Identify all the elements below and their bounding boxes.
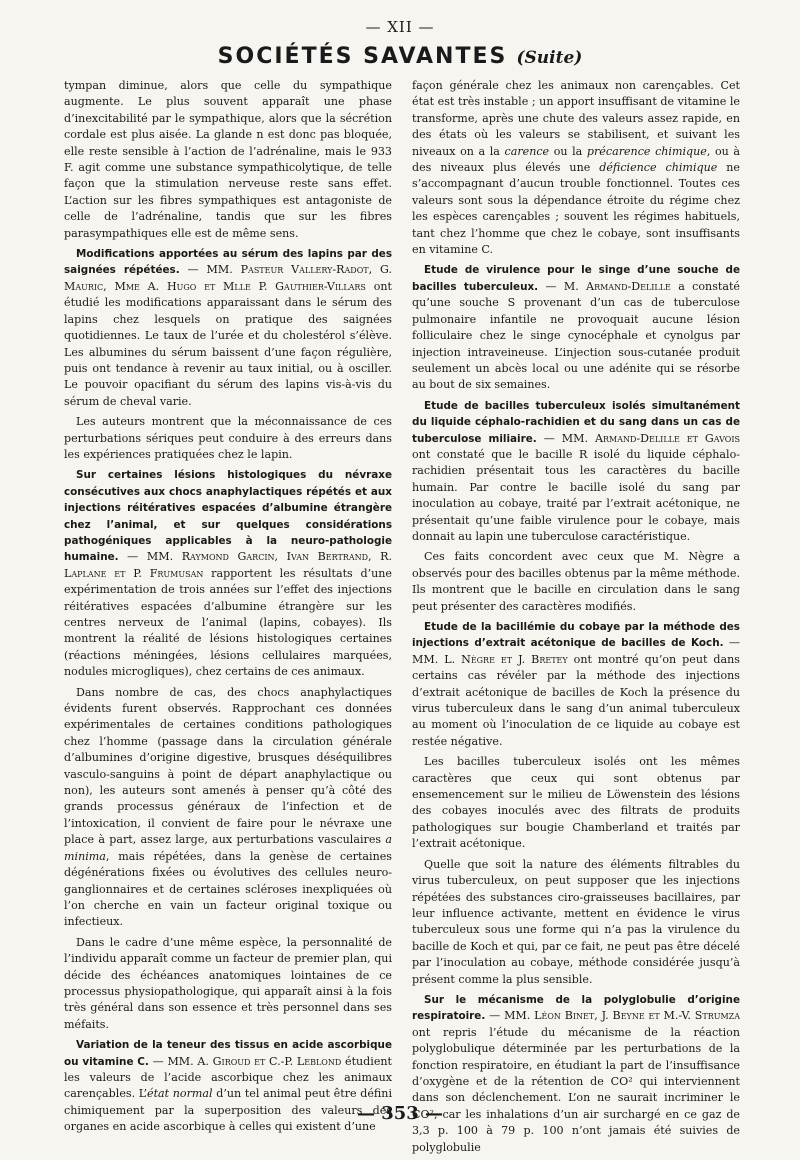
- page-number: — 353 —: [356, 1103, 444, 1124]
- section-bacilles-cephalo-rachidien: Etude de bacilles tuberculeux isolés simultanément du liquide céphalo-rachidien et du sang dans un cas de tuberculose miliaire. — MM. Armand-Delille et Gavois ont constaté que le bacille R isolé du liquide céphalo-rachidien présentait tous les caractères du bacille humain. Par contre le bacille isolé du sang par inoculation au cobaye, traité par l’extrait acétonique, ne présentait qu’une faible virulence pour le cobaye, mais donnait au lapin une tuberculose caractéristique.: [412, 399, 740, 543]
- emphasis: déficience chimique: [599, 161, 718, 175]
- section-lesions-nevraxe: Sur certaines lésions histologiques du névraxe consécutives aux chocs anaphylactiques répétés et aux injections réitératives espacées d’albumine étrangère chez l’animal, et sur quelques considérations pathogéniques applicables à la neuro-pathologie humaine. — MM. Raymond Garcin, Ivan Bertrand, R. Laplane et P. Frumusan rapportent les résultats d’une expérimentation de trois années sur l’effet des injections réitératives espacées d’albumine étrangère sur les centres nerveux de l’animal (lapins, cobayes). Ils montrent la réalité de lésions histologiques certaines (réactions méningées, lésions cellulaires marquées, nodules microgliques), chez certains de ces animaux.: [64, 469, 393, 679]
- running-head: — XII —: [365, 18, 435, 36]
- text-run: , ou à des niveaux plus élevés une: [412, 144, 740, 175]
- section-sera-lapins: Modifications apportées au sérum des lapins par des saignées répétées. — MM. Pasteur Vallery-Radot, G. Mauric, Mme A. Hugo et Mlle P. Gauthier-Villars ont étudié les modifications apparaissant dans le sérum des lapins chez lesquels on pratique des saignées quotidiennes. Le taux de l’urée et du cholestérol s’élève. Les albumines du sérum baissent d’une façon régulière, puis ont tendance à revenir au taux initial, ou à osciller. Le pouvoir opacifiant du sérum des lapins vis-à-vis du sérum de cheval varie.: [64, 248, 392, 408]
- paragraph: Dans le cadre d’une même espèce, la personnalité de l’individu apparaît comme un facteur de premier plan, qui décide des échéances anatomiques lointaines de ce processus physiopathologique, qui apparaît ainsi à la fois très général dans son essence et très personnel dans ses méfaits.: [64, 935, 392, 1031]
- section-text: ont repris l’étude du mécanisme de la réaction polyglobulique déterminée par les perturbations de la fonction respiratoire, en étudiant la part de l’insuffisance d’oxygène et de la rétention de CO² qui interviennent dans son déclenchement. L’on ne saurait incriminer le CO², car les inhalations d’un air surchargé en ce gaz de 3,3 p. 100 à 79 p. 100 n’ont jamais été suivies de polyglobulie: [412, 1025, 740, 1154]
- paragraph: Les auteurs montrent que la méconnaissance de ces perturbations sériques peut conduire à des erreurs dans les expériences pratiquées chez le lapin.: [64, 415, 392, 461]
- left-column: [64, 78, 392, 1140]
- paragraph: Les bacilles tuberculeux isolés ont les mêmes caractères que ceux qui sont obtenus par ensemencement sur le milieu de Löwenstein des lésions des cobayes inoculés avec des filtrats de produits pathologiques sur bougie Chamberland et traités par l’extrait acétonique.: [412, 755, 740, 851]
- text-run: , mais répétées, dans la genèse de certaines dégénérations fixées ou évolutives des cellules neuro-ganglionnaires et de certaines scléroses inexpliquées où l’on cherche en vain un facteur original toxique ou infectieux.: [64, 849, 392, 929]
- emphasis: carence: [504, 144, 550, 158]
- section-text: a constaté qu’une souche S provenant d’un cas de tuberculose pulmonaire infantile ne provoquait aucune lésion folliculaire chez le singe cynocéphale et cynolgus par injection intraveineuse. L’injection sous-cutanée produit seulement un abcès local ou une adénite qui se résorbe au bout de six semaines.: [412, 279, 740, 392]
- emphasis: a minima: [64, 833, 393, 863]
- section-heading: Sur certaines lésions histologiques du névraxe consécutives aux chocs anaphylactiques répétés et aux injections réitératives espacées d’albumine étrangère chez l’animal, et sur quelques considérations pathogéniques applicables à la neuro-pathologie humaine.: [64, 469, 392, 564]
- section-authors: MM. L. Nègre et J. Bretey: [412, 652, 568, 666]
- section-heading: Sur le mécanisme de la polyglobulie d’origine respiratoire.: [412, 993, 740, 1023]
- text-run: ne s’accompagnant d’aucun trouble fonctionnel. Toutes ces valeurs sont sous la dépendance étroite du régime chez les espèces carençables ; souvent les régimes habituels, tant chez l’homme que chez le cobaye, sont insuffisants en vitamine C.: [412, 161, 740, 257]
- section-text: ont montré qu’on peut dans certains cas révéler par la méthode des injections d’extrait acétonique de bacilles de Koch la présence du virus tuberculeux dans le sang d’un animal tuberculeux au moment où l’inoculation de ce liquide au cobaye est restée négative.: [412, 652, 740, 748]
- emphasis: état normal: [147, 1087, 213, 1101]
- paragraph: [64, 685, 392, 931]
- paragraph: Ces faits concordent avec ceux que M. Nègre a observés pour des bacilles obtenus par la même méthode. Ils montrent que le bacille en circulation dans le sang peut présenter des caractères modifiés.: [412, 550, 740, 613]
- text-run: ou la: [553, 144, 583, 158]
- text-run: Dans nombre de cas, des chocs anaphylactiques évidents furent observés. Rapprochant ces données expérimentales de certaines conditions pathologiques chez l’homme (passage dans la circulation générale d’albumines d’origine digestive, brusques déséquilibres vasculo-sanguins à point de départ anaphylactique ou non), les auteurs sont amenés à penser qu’à côté des grands processus généraux de l’infection et de l’intoxication, il convient de faire pour le névraxe une place à part, assez large, aux perturbations vasculaires: [64, 685, 392, 847]
- section-authors: MM. A. Giroud et C.-P. Leblond: [167, 1054, 342, 1068]
- section-heading: Etude de bacilles tuberculeux isolés simultanément du liquide céphalo-rachidien et du sang dans un cas de tuberculose miliaire.: [412, 399, 740, 445]
- section-heading: Modifications apportées au sérum des lapins par des saignées répétées.: [64, 248, 392, 277]
- section-text: rapportent les résultats d’une expérimentation de trois années sur l’effet des injections réitératives espacées d’albumine étrangère sur les centres nerveux de l’animal (lapins, cobayes). Ils montrent la réalité de lésions histologiques certaines (réactions méningées, lésions cellulaires marquées, nodules microgliques), chez certains de ces animaux.: [64, 566, 392, 679]
- text-run: étudient les valeurs de l’acide ascorbique chez les animaux carençables. L’: [64, 1054, 392, 1101]
- right-column: [412, 78, 740, 1160]
- page-title: [0, 44, 800, 69]
- section-bacillemie-cobaye: Etude de la bacillémie du cobaye par la méthode des injections d’extrait acétonique de bacilles de Koch. — MM. L. Nègre et J. Bretey ont montré qu’on peut dans certains cas révéler par la méthode des injections d’extrait acétonique de bacilles de Koch la présence du virus tuberculeux dans le sang d’un animal tuberculeux au moment où l’inoculation de ce liquide au cobaye est restée négative.: [412, 621, 740, 748]
- section-virulence-singe: Etude de virulence pour le singe d’une souche de bacilles tuberculeux. — M. Armand-Delille a constaté qu’une souche S provenant d’un cas de tuberculose pulmonaire infantile ne provoquait aucune lésion folliculaire chez le singe cynocéphale et cynolgus par injection intraveineuse. L’injection sous-cutanée produit seulement un abcès local ou une adénite qui se résorbe au bout de six semaines.: [412, 264, 740, 392]
- section-authors: M. Armand-Delille: [563, 279, 671, 293]
- section-authors: MM. Armand-Delille et Gavois: [561, 431, 740, 445]
- section-text: ont constaté que le bacille R isolé du liquide céphalo-rachidien présentait tous les caractères du bacille humain. Par contre le bacille isolé du sang par inoculation au cobaye, traité par l’extrait acétonique, ne présentait qu’une faible virulence pour le cobaye, mais donnait au lapin une tuberculose caractéristique.: [412, 447, 740, 543]
- section-heading: Etude de la bacillémie du cobaye par la méthode des injections d’extrait acétonique de bacilles de Koch.: [412, 621, 740, 650]
- section-heading: Etude de virulence pour le singe d’une souche de bacilles tuberculeux.: [412, 264, 740, 293]
- text-run: d’un tel animal peut être défini chimiquement par la superposition des valeurs des organes en acide ascorbique à celles qui existent d’une: [64, 1087, 392, 1134]
- paragraph: tympan diminue, alors que celle du sympathique augmente. Le plus souvent apparaît une phase d’inexcitabilité par le sympathique, alors que la sécrétion cordale est plus aisée. La glande n est donc pas bloquée, elle reste sensible à l’action de l’adrénaline, mais le 933 F. agit comme une substance sympathicolytique, de telle façon que la stimulation nerveuse reste sans effet. L’action sur les fibres sympathiques est antagoniste de celle de l’adrénaline, tandis que sur les fibres parasympathiques elle est de même sens.: [64, 79, 392, 240]
- paragraph: [412, 78, 740, 258]
- text-run: façon générale chez les animaux non carençables. Cet état est très instable ; un apport insuffisant de vitamine le transforme, après une chute des valeurs assez rapide, en des états où les valeurs se stabilisent, et suivant les niveaux on a la: [412, 79, 740, 158]
- section-heading: Variation de la teneur des tissus en acide ascorbique ou vitamine C.: [64, 1039, 392, 1068]
- section-text: ont étudié les modifications apparaissant dans le sérum des lapins chez lesquels on pratique des saignées quotidiennes. Le taux de l’urée et du cholestérol s’élève. Les albumines du sérum baissent d’une façon régulière, puis ont tendance à revenir au taux initial, ou à osciller. Le pouvoir opacifiant du sérum des lapins vis-à-vis du sérum de cheval varie.: [64, 279, 392, 408]
- section-authors: MM. Raymond Garcin, Ivan Bertrand, R. Laplane et P. Frumusan: [64, 550, 393, 580]
- section-vitamine-c: Variation de la teneur des tissus en acide ascorbique ou vitamine C. — MM. A. Giroud et C.-P. Leblond étudient les valeurs de l’acide ascorbique chez les animaux carençables. L’état normal d’un tel animal peut être défini chimiquement par la superposition des valeurs des organes en acide ascorbique à celles qui existent d’une: [64, 1039, 392, 1134]
- emphasis: précarence chimique: [586, 144, 707, 158]
- section-polyglobulie: Sur le mécanisme de la polyglobulie d’origine respiratoire. — MM. Léon Binet, J. Beyne et M.-V. Strumza ont repris l’étude du mécanisme de la réaction polyglobulique déterminée par les perturbations de la fonction respiratoire, en étudiant la part de l’insuffisance d’oxygène et de la rétention de CO² qui interviennent dans son déclenchement. L’on ne saurait incriminer le CO², car les inhalations d’un air surchargé en ce gaz de 3,3 p. 100 à 79 p. 100 n’ont jamais été suivies de polyglobulie: [412, 993, 741, 1154]
- section-authors: MM. Léon Binet, J. Beyne et M.-V. Strumza: [504, 1009, 741, 1023]
- paragraph: Quelle que soit la nature des éléments filtrables du virus tuberculeux, on peut supposer que les injections répétées des substances ciro-graisseuses bacillaires, par leur influence activante, mettent en évidence le virus tuberculeux sous une forme qui n’a pas la virulence du bacille de Koch et qui, par ce fait, ne peut pas être décelé par l’inoculation au cobaye, méthode considérée jusqu’à présent comme la plus sensible.: [412, 857, 740, 986]
- section-authors: MM. Pasteur Vallery-Radot, G. Mauric, Mme A. Hugo et Mlle P. Gauthier-Villars: [64, 263, 392, 293]
- title-suffix: (Suite): [516, 48, 583, 68]
- title-main: SOCIÉTÉS SAVANTES: [217, 44, 508, 69]
